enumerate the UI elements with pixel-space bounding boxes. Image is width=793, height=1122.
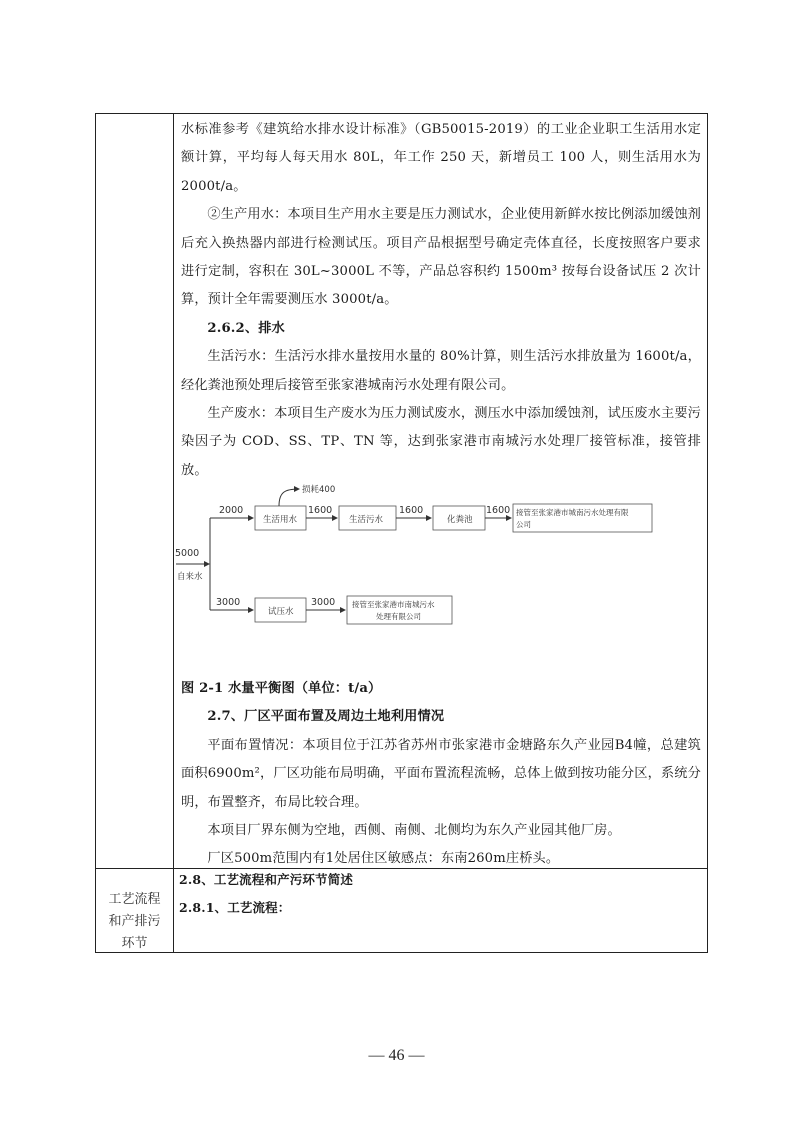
paragraph-boundaries: 本项目厂界东侧为空地，西侧、南侧、北侧均为东久产业园其他厂房。	[207, 823, 621, 839]
content-table	[95, 113, 708, 953]
paragraph-production-wastewater: 生产废水：本项目生产废水为压力测试废水，测压水中添加缓蚀剂，试压废水主要污染因子为 COD、SS、TP、TN 等，达到张家港市南城污水处理厂接管标准，接管排放。	[181, 406, 701, 478]
bottom-branch-value: 3000	[216, 597, 241, 608]
flow-value-4: 3000	[311, 597, 336, 608]
water-balance-diagram	[175, 482, 701, 652]
flow-value-3: 1600	[486, 505, 511, 516]
node-top-destination-line2: 公司	[516, 520, 531, 529]
flow-value-2: 1600	[399, 505, 424, 516]
node-bottom-destination-line1: 接管至张家港市南城污水	[352, 600, 435, 609]
row2-label-line: 工艺流程	[108, 892, 161, 907]
figure-caption: 图 2-1 水量平衡图（单位：t/a）	[181, 681, 382, 696]
node-pressure-water-label: 试压水	[268, 607, 294, 617]
column-divider	[173, 114, 174, 952]
loss-arrow	[279, 489, 299, 506]
source-value: 5000	[175, 548, 200, 559]
row1-content	[181, 116, 701, 485]
row1-lower-content	[181, 675, 701, 874]
row2-content	[179, 866, 699, 923]
row2-label-line: 环节	[121, 936, 148, 951]
paragraph-production-water: ②生产用水：本项目生产用水主要是压力测试水，企业使用新鲜水按比例添加缓蚀剂后充入换热器内部进行检测试压。项目产品根据型号确定壳体直径，长度按照客户要求进行定制，容积在 30L~3000L 不等，产品总容积约 1500m³ 按每台设备试压 2 次计算，预计全年需要测压水 3000t/a。	[181, 207, 701, 308]
node-bottom-destination-line2: 处理有限公司	[376, 612, 421, 621]
source-label: 自来水	[177, 572, 203, 582]
heading-2-7: 2.7、厂区平面布置及周边土地利用情况	[207, 709, 445, 725]
node-top-destination-line1: 接管至张家港市城南污水处理有限	[516, 508, 629, 517]
heading-2-6-2: 2.6.2、排水	[207, 320, 285, 336]
paragraph-domestic-water: 水标准参考《建筑给水排水设计标准》（GB50015-2019）的工业企业职工生活用水定额计算，平均每人每天用水 80L，年工作 250 天，新增员工 100 人，则生活用水为 2000t/a。	[181, 122, 701, 194]
page-number: — 46 —	[368, 1047, 425, 1064]
heading-2-8-1: 2.8.1、工艺流程：	[179, 900, 291, 916]
paragraph-domestic-sewage: 生活污水：生活污水排水量按用水量的 80%计算，则生活污水排放量为 1600t/a，经化粪池预处理后接管至张家港城南污水处理有限公司。	[181, 349, 701, 393]
node-domestic-sewage-label: 生活污水	[349, 515, 384, 525]
top-branch-value: 2000	[219, 505, 244, 516]
node-domestic-water-label: 生活用水	[263, 515, 298, 525]
row2-label	[96, 889, 173, 955]
heading-2-8: 2.8、工艺流程和产污环节简述	[179, 872, 353, 887]
loss-label: 损耗400	[302, 485, 336, 495]
flow-value-1: 1600	[308, 505, 333, 516]
node-septic-tank-label: 化粪池	[447, 515, 473, 525]
paragraph-sensitive-point: 厂区500m范围内有1处居住区敏感点：东南260m庄桥头。	[207, 851, 560, 867]
paragraph-layout: 平面布置情况：本项目位于江苏省苏州市张家港市金塘路东久产业园B4幢，总建筑面积6900m²，厂区功能布局明确，平面布置流程流畅，总体上做到按功能分区，系统分明，布置整齐，布局比较合理。	[181, 737, 701, 810]
row2-label-line: 和产排污	[108, 914, 161, 929]
